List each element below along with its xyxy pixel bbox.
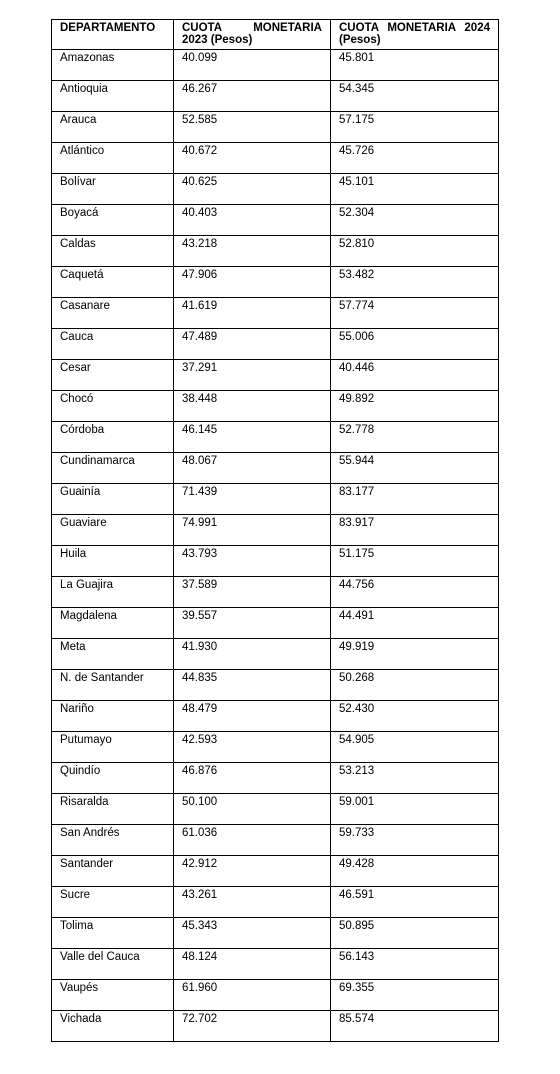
departamento-cell: Sucre xyxy=(52,887,174,918)
table-row xyxy=(52,329,499,360)
cuota-2023-cell: 40.403 xyxy=(174,205,331,236)
table-row xyxy=(52,205,499,236)
cuota-2023-cell: 46.145 xyxy=(174,422,331,453)
cuota-2023-cell: 38.448 xyxy=(174,391,331,422)
departamento-cell: Caldas xyxy=(52,236,174,267)
cuota-2023-cell: 40.099 xyxy=(174,50,331,81)
cuota-2023-cell: 40.672 xyxy=(174,143,331,174)
departamento-cell: La Guajira xyxy=(52,577,174,608)
departamento-cell: Tolima xyxy=(52,918,174,949)
header-cuota-2023 xyxy=(174,20,331,50)
table-row xyxy=(52,81,499,112)
departamento-cell: Vaupés xyxy=(52,980,174,1011)
table-row xyxy=(52,546,499,577)
cuota-2023-cell: 41.619 xyxy=(174,298,331,329)
table-row xyxy=(52,174,499,205)
cuota-2023-cell: 43.261 xyxy=(174,887,331,918)
header-cuota-2024 xyxy=(331,20,499,50)
cuota-2024-cell: 45.101 xyxy=(331,174,499,205)
cuota-2024-cell: 52.810 xyxy=(331,236,499,267)
table-header xyxy=(52,20,499,50)
departamento-cell: Cauca xyxy=(52,329,174,360)
cuota-2023-cell: 46.876 xyxy=(174,763,331,794)
cuota-2024-cell: 44.491 xyxy=(331,608,499,639)
cuota-2024-cell: 57.175 xyxy=(331,112,499,143)
table-row xyxy=(52,732,499,763)
cuota-2023-cell: 40.625 xyxy=(174,174,331,205)
table-row xyxy=(52,453,499,484)
departamento-cell: Boyacá xyxy=(52,205,174,236)
departamento-cell: Amazonas xyxy=(52,50,174,81)
cuota-2024-cell: 57.774 xyxy=(331,298,499,329)
cuota-2024-cell: 55.006 xyxy=(331,329,499,360)
table-row xyxy=(52,267,499,298)
cuota-2024-cell: 54.905 xyxy=(331,732,499,763)
header-row xyxy=(52,20,499,50)
cuota-2023-cell: 48.067 xyxy=(174,453,331,484)
cuota-2023-cell: 46.267 xyxy=(174,81,331,112)
departamento-cell: Risaralda xyxy=(52,794,174,825)
departamento-cell: Cundinamarca xyxy=(52,453,174,484)
cuota-2023-cell: 37.291 xyxy=(174,360,331,391)
departamento-cell: Caquetá xyxy=(52,267,174,298)
departamento-cell: Quindío xyxy=(52,763,174,794)
cuota-2023-cell: 61.960 xyxy=(174,980,331,1011)
cuota-2024-cell: 59.733 xyxy=(331,825,499,856)
cuota-2023-cell: 47.489 xyxy=(174,329,331,360)
cuota-2023-cell: 43.793 xyxy=(174,546,331,577)
cuota-2023-cell: 50.100 xyxy=(174,794,331,825)
cuota-2024-cell: 50.268 xyxy=(331,670,499,701)
table-row xyxy=(52,608,499,639)
header-cuota-2024-line2: (Pesos) xyxy=(339,34,381,46)
departamento-cell: San Andrés xyxy=(52,825,174,856)
cuota-2024-cell: 85.574 xyxy=(331,1011,499,1042)
table-row xyxy=(52,980,499,1011)
cuota-2023-cell: 72.702 xyxy=(174,1011,331,1042)
cuota-2024-cell: 83.177 xyxy=(331,484,499,515)
departamento-cell: Guaviare xyxy=(52,515,174,546)
table-row xyxy=(52,391,499,422)
table-row xyxy=(52,670,499,701)
cuota-2023-cell: 37.589 xyxy=(174,577,331,608)
cuota-2023-cell: 39.557 xyxy=(174,608,331,639)
departamento-cell: Guainía xyxy=(52,484,174,515)
cuota-2023-cell: 41.930 xyxy=(174,639,331,670)
cuota-2024-cell: 52.778 xyxy=(331,422,499,453)
cuota-2024-cell: 69.355 xyxy=(331,980,499,1011)
cuota-2024-cell: 44.756 xyxy=(331,577,499,608)
header-departamento xyxy=(52,20,174,50)
table-row xyxy=(52,143,499,174)
table-row xyxy=(52,298,499,329)
cuota-2024-cell: 51.175 xyxy=(331,546,499,577)
table-row xyxy=(52,856,499,887)
departamento-cell: Casanare xyxy=(52,298,174,329)
departamento-cell: Magdalena xyxy=(52,608,174,639)
cuota-2023-cell: 47.906 xyxy=(174,267,331,298)
table-row xyxy=(52,422,499,453)
cuota-2024-cell: 83.917 xyxy=(331,515,499,546)
cuota-2023-cell: 42.593 xyxy=(174,732,331,763)
departamento-cell: Valle del Cauca xyxy=(52,949,174,980)
cuota-2023-cell: 61.036 xyxy=(174,825,331,856)
cuota-2024-cell: 54.345 xyxy=(331,81,499,112)
cuota-2023-cell: 44.835 xyxy=(174,670,331,701)
table-row xyxy=(52,763,499,794)
cuota-2024-cell: 59.001 xyxy=(331,794,499,825)
cuota-2024-cell: 49.919 xyxy=(331,639,499,670)
table-row xyxy=(52,50,499,81)
cuota-2023-cell: 48.479 xyxy=(174,701,331,732)
header-cuota-2023-line2: 2023 (Pesos) xyxy=(182,34,253,46)
cuota-2024-cell: 50.895 xyxy=(331,918,499,949)
table-row xyxy=(52,112,499,143)
cuota-2024-cell: 45.726 xyxy=(331,143,499,174)
cuota-2024-cell: 55.944 xyxy=(331,453,499,484)
departamento-cell: Atlántico xyxy=(52,143,174,174)
cuota-2024-cell: 46.591 xyxy=(331,887,499,918)
departamento-cell: Meta xyxy=(52,639,174,670)
departamento-cell: Santander xyxy=(52,856,174,887)
departamento-cell: Antioquia xyxy=(52,81,174,112)
table-row xyxy=(52,236,499,267)
cuota-2023-cell: 74.991 xyxy=(174,515,331,546)
departamento-cell: Huila xyxy=(52,546,174,577)
table-row xyxy=(52,949,499,980)
departamento-cell: Chocó xyxy=(52,391,174,422)
cuota-2024-cell: 52.304 xyxy=(331,205,499,236)
cuota-2024-cell: 56.143 xyxy=(331,949,499,980)
departamento-cell: Córdoba xyxy=(52,422,174,453)
cuota-2024-cell: 53.213 xyxy=(331,763,499,794)
table-row xyxy=(52,577,499,608)
table-row xyxy=(52,360,499,391)
departamento-cell: Putumayo xyxy=(52,732,174,763)
table-row xyxy=(52,639,499,670)
cuota-2023-cell: 52.585 xyxy=(174,112,331,143)
header-cuota-2023-line1: CUOTA MONETARIA xyxy=(182,22,322,34)
departamento-cell: Arauca xyxy=(52,112,174,143)
table-row xyxy=(52,794,499,825)
departamento-cell: Nariño xyxy=(52,701,174,732)
cuota-2024-cell: 52.430 xyxy=(331,701,499,732)
cuota-2024-cell: 49.892 xyxy=(331,391,499,422)
cuota-2023-cell: 43.218 xyxy=(174,236,331,267)
header-cuota-2024-line1: CUOTA MONETARIA 2024 xyxy=(339,22,490,34)
departamento-cell: N. de Santander xyxy=(52,670,174,701)
cuota-2024-cell: 40.446 xyxy=(331,360,499,391)
cuota-2023-cell: 48.124 xyxy=(174,949,331,980)
cuota-2024-cell: 53.482 xyxy=(331,267,499,298)
table-row xyxy=(52,825,499,856)
cuota-monetaria-table xyxy=(51,19,499,1042)
departamento-cell: Vichada xyxy=(52,1011,174,1042)
departamento-cell: Cesar xyxy=(52,360,174,391)
cuota-2023-cell: 71.439 xyxy=(174,484,331,515)
departamento-cell: Bolívar xyxy=(52,174,174,205)
header-departamento-label: DEPARTAMENTO xyxy=(60,22,156,34)
cuota-2023-cell: 45.343 xyxy=(174,918,331,949)
cuota-2024-cell: 49.428 xyxy=(331,856,499,887)
table-row xyxy=(52,701,499,732)
table-row xyxy=(52,918,499,949)
table-row xyxy=(52,1011,499,1042)
table-body xyxy=(52,50,499,1042)
cuota-2024-cell: 45.801 xyxy=(331,50,499,81)
table-row xyxy=(52,515,499,546)
cuota-2023-cell: 42.912 xyxy=(174,856,331,887)
table-row xyxy=(52,484,499,515)
table-row xyxy=(52,887,499,918)
